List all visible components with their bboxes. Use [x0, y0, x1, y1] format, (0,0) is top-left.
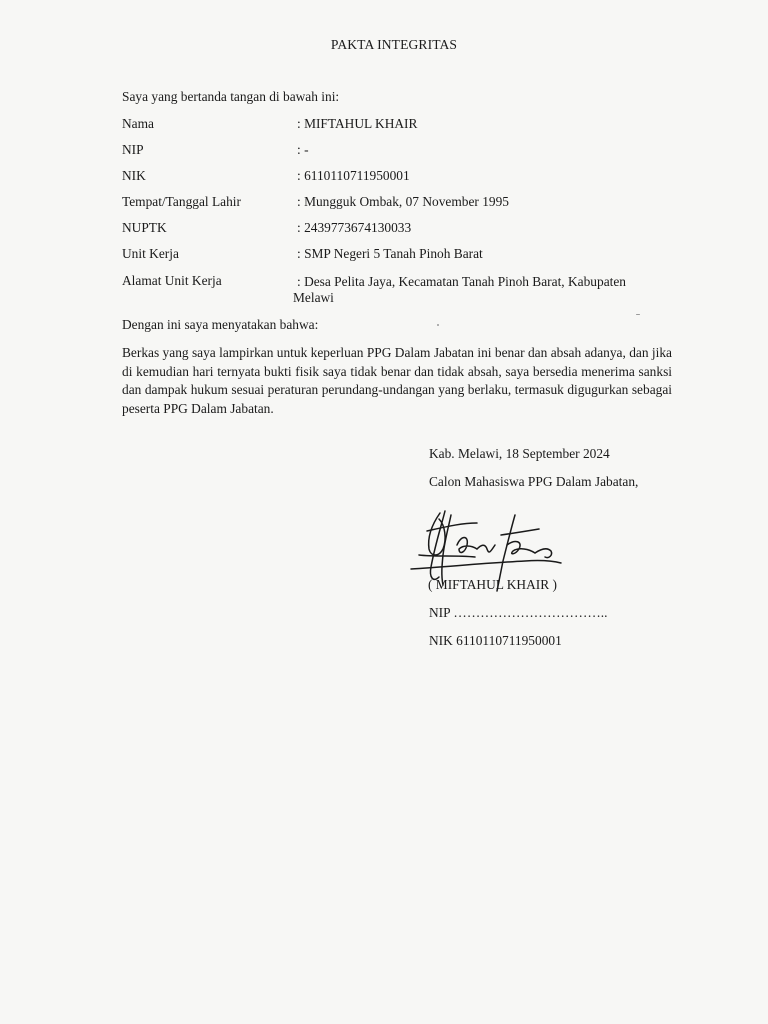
field-row-nik	[122, 168, 682, 188]
field-row-nuptk	[122, 220, 682, 240]
field-value: : MIFTAHUL KHAIR	[297, 116, 418, 131]
field-label: Unit Kerja	[122, 246, 179, 261]
signature-nip: NIP ……………………………..	[429, 605, 608, 620]
field-label: Alamat Unit Kerja	[122, 273, 222, 288]
field-value: : 2439773674130033	[297, 220, 412, 235]
field-label: NIP	[122, 142, 144, 157]
signature-role: Calon Mahasiswa PPG Dalam Jabatan,	[429, 474, 639, 489]
scan-speck	[636, 314, 640, 315]
signature-nik: NIK 6110110711950001	[429, 633, 562, 648]
field-value: : SMP Negeri 5 Tanah Pinoh Barat	[297, 246, 483, 261]
field-label: NUPTK	[122, 220, 167, 235]
field-value-continued: Melawi	[293, 290, 334, 305]
document-title: PAKTA INTEGRITAS	[330, 37, 458, 52]
field-label: Tempat/Tanggal Lahir	[122, 194, 241, 209]
field-value: : Desa Pelita Jaya, Kecamatan Tanah Pinoh Barat, Kabupaten	[297, 274, 627, 289]
field-row-unit	[122, 246, 682, 266]
field-value: : -	[297, 142, 309, 157]
declaration-intro: Dengan ini saya menyatakan bahwa:	[122, 317, 319, 332]
declaration-paragraph: Berkas yang saya lampirkan untuk keperluan PPG Dalam Jabatan ini benar dan absah adanya, dan jika di kemudian hari ternyata bukti fisik saya tidak benar dan tidak absah, saya bersedia menerima sanksi dan dampak hukum sesuai peraturan perundang-undangan yang berlaku, termasuk digugurkan sebagai peserta PPG Dalam Jabatan.	[122, 345, 672, 416]
signature-name: ( MIFTAHUL KHAIR )	[428, 577, 557, 592]
field-row-birth	[122, 194, 682, 214]
field-value: : 6110110711950001	[297, 168, 410, 183]
field-value: : Mungguk Ombak, 07 November 1995	[297, 194, 509, 209]
field-label: Nama	[122, 116, 154, 131]
field-row-address	[122, 273, 682, 309]
field-row-nama	[122, 116, 682, 136]
scan-speck	[437, 324, 439, 326]
field-row-nip	[122, 142, 682, 162]
field-label: NIK	[122, 168, 146, 183]
signature-place-date: Kab. Melawi, 18 September 2024	[429, 446, 610, 461]
intro-text: Saya yang bertanda tangan di bawah ini:	[122, 89, 340, 104]
